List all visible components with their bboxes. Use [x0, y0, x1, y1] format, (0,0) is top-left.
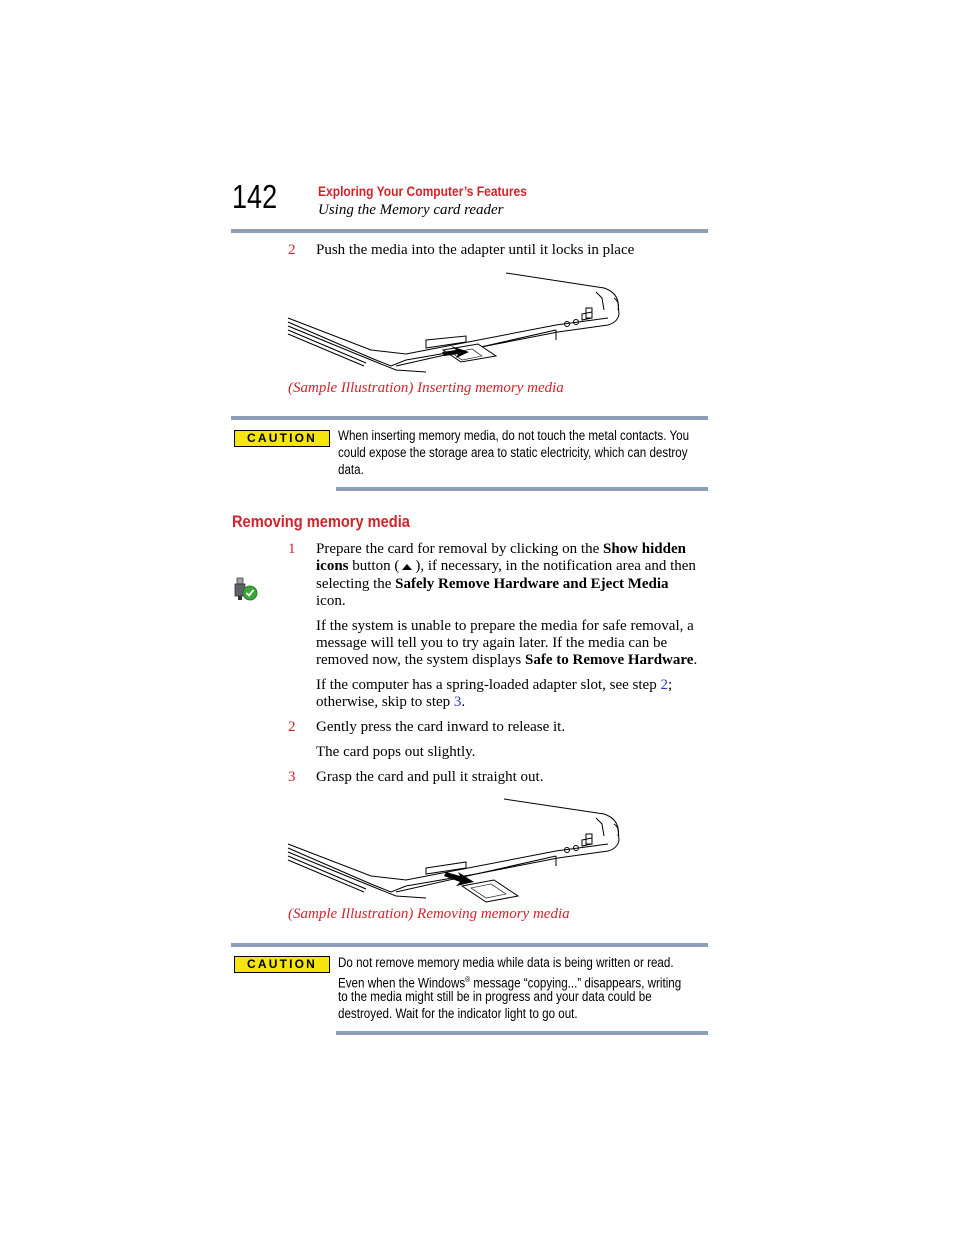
- insert-memory-illustration: [286, 270, 626, 378]
- text: button (: [348, 558, 400, 574]
- step-number: 1: [288, 541, 296, 557]
- remove-memory-illustration: [286, 796, 626, 906]
- text: .: [693, 652, 698, 668]
- step-link[interactable]: 3: [453, 694, 462, 710]
- page-number: 142: [232, 178, 278, 215]
- step-link[interactable]: 2: [660, 677, 668, 693]
- caution-text-line: When inserting memory media, do not touch the metal contacts. You: [338, 428, 690, 443]
- paragraph-line: [316, 652, 697, 669]
- bold-ui-label: icons: [316, 558, 349, 574]
- bold-ui-label: Show hidden: [602, 541, 686, 557]
- text: selecting the: [316, 576, 396, 592]
- text: Prepare the card for removal by clicking on the: [316, 541, 603, 557]
- caution-bottom-rule: [336, 487, 708, 491]
- text: ;: [667, 677, 673, 693]
- up-triangle-icon: [400, 561, 414, 571]
- caution-badge: CAUTION: [234, 430, 330, 447]
- safely-remove-hardware-icon: [232, 576, 260, 602]
- caution-text-line: Do not remove memory media while data is being written or read.: [338, 955, 674, 970]
- step-text: Grasp the card and pull it straight out.: [316, 769, 544, 785]
- text: otherwise, skip to step: [316, 694, 454, 710]
- caution-bottom-rule: [336, 1031, 708, 1035]
- header-rule: [231, 229, 708, 233]
- paragraph-line: message will tell you to try again later. If the media can be: [316, 635, 668, 651]
- section-subtitle: Using the Memory card reader: [318, 202, 504, 218]
- caution-text-line: could expose the storage area to static electricity, which can destroy: [338, 445, 688, 460]
- paragraph-line: [316, 694, 465, 711]
- registered-mark: ®: [465, 975, 471, 984]
- text: .: [461, 694, 466, 710]
- caution-top-rule: [231, 416, 708, 420]
- caution-top-rule: [231, 943, 708, 947]
- caution-text-line: data.: [338, 462, 364, 477]
- bold-ui-label: Safely Remove Hardware and Eject Media: [395, 576, 669, 592]
- step-text-line: [316, 541, 686, 558]
- step-number: 3: [288, 769, 296, 785]
- text: message “copying...” disappears, writing: [470, 975, 682, 991]
- section-title: Removing memory media: [232, 512, 410, 531]
- chapter-title: Exploring Your Computer’s Features: [318, 183, 527, 199]
- figure-caption: (Sample Illustration) Inserting memory media: [288, 380, 564, 396]
- paragraph-line: [316, 677, 672, 694]
- step-number: 2: [288, 719, 296, 735]
- step-text: Gently press the card inward to release it.: [316, 719, 566, 735]
- step-text-line: [316, 558, 696, 575]
- figure-caption: (Sample Illustration) Removing memory media: [288, 906, 570, 922]
- text: ), if necessary, in the notification area and then: [415, 558, 696, 574]
- bold-ui-label: Safe to Remove Hardware: [525, 652, 694, 668]
- paragraph-line: If the system is unable to prepare the media for safe removal, a: [316, 618, 694, 634]
- caution-badge: CAUTION: [234, 956, 330, 973]
- caution-text-line: destroyed. Wait for the indicator light to go out.: [338, 1006, 578, 1021]
- step-text-line: [316, 576, 669, 593]
- step-text: Push the media into the adapter until it locks in place: [316, 242, 635, 258]
- step-number: 2: [288, 242, 296, 258]
- caution-text-line: to the media might still be in progress and your data could be: [338, 989, 652, 1004]
- text: Even when the Windows: [338, 975, 466, 991]
- text: removed now, the system displays: [316, 652, 525, 668]
- step-text-line: icon.: [316, 593, 346, 609]
- text: If the computer has a spring-loaded adapter slot, see step: [316, 677, 661, 693]
- paragraph-line: The card pops out slightly.: [316, 744, 476, 760]
